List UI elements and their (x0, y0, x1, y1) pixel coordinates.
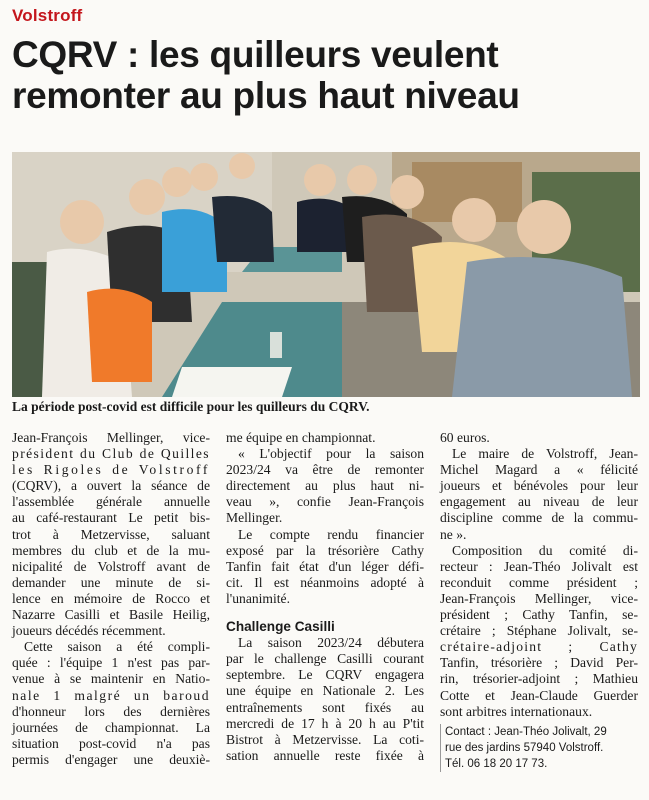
text-line: quée : l'équipe 1 n'est pas par- (12, 655, 210, 671)
text-line: Mellinger. (226, 510, 283, 526)
text-line: une équipe en Nationale 2. Les (226, 683, 424, 699)
headline (12, 34, 642, 116)
text-line: sont arbitres internationaux. (440, 703, 593, 719)
text-line: entraînements sont fixés au (226, 699, 424, 715)
text-line: Le maire de Volstroff, Jean- (452, 446, 638, 462)
text-line: sation annuelle reste fixée à (226, 747, 424, 763)
group-photo (12, 152, 640, 397)
text-line: membres du club et de la mu- (12, 542, 210, 558)
contact-line: Tél. 06 18 20 17 73. (445, 757, 548, 770)
text-line: crétaire ; Stéphane Jolivalt, se- (440, 623, 638, 639)
headline-line: remonter au plus haut niveau (12, 75, 520, 116)
text-line: les Rigoles de Volstroff (12, 462, 210, 478)
subheading: Challenge Casilli (226, 619, 335, 635)
text-line: journées de championnat. La (12, 719, 210, 735)
text-line: Bistrot à Metzervisse. La coti- (226, 731, 424, 747)
text-line: ne ». (440, 526, 467, 542)
headline-line: CQRV : les quilleurs veulent (12, 34, 499, 75)
text-line: au café-restaurant Le petit bis- (12, 510, 210, 526)
text-line: Jean-François Mellinger, vice- (12, 430, 210, 445)
text-line: l'assemblée générale annuelle (12, 494, 210, 510)
text-line: La saison 2023/24 débutera (238, 635, 424, 651)
text-line: reconduit comme président ; (440, 574, 638, 590)
text-line: président ; Cathy Tanfin, se- (440, 607, 638, 623)
text-line: Michel Magard a « félicité (440, 462, 638, 478)
text-line: Composition du comité di- (452, 542, 638, 558)
text-column-2 (226, 430, 424, 764)
text-line: cit. Il est néanmoins adopté à (226, 574, 424, 590)
text-line: engagement au niveau de leur (440, 494, 638, 510)
text-line: Cotte et Jean-Claude Guerder (440, 687, 638, 703)
text-line: 60 euros. (440, 430, 490, 445)
text-line: « L'objectif pour la saison (238, 446, 424, 462)
text-line: 2023/24 va être de remonter (226, 462, 424, 478)
text-line: veau », confie Jean-François (226, 494, 424, 510)
text-line: situation post-covid n'a pas (12, 735, 210, 751)
text-line: président du Club de Quilles (12, 446, 210, 462)
text-line: demander une minute de si- (12, 574, 210, 590)
text-column-1 (12, 430, 210, 768)
text-line: directement au plus haut ni- (226, 478, 424, 494)
text-line: Tanfin fait état d'un léger défi- (226, 558, 424, 574)
text-line: d'honneur lors des dernières (12, 703, 210, 719)
text-line: discipline comme de la commu- (440, 510, 638, 526)
text-line: trot à Metzervisse, saluant (12, 526, 210, 542)
text-line: crétaire-adjoint ; Cathy (440, 639, 638, 655)
text-line: Jean-François Mellinger, vice- (440, 590, 638, 606)
group-photo-icon (12, 152, 640, 397)
contact-line: Contact : Jean-Théo Jolivalt, 29 (445, 725, 607, 738)
text-line: nale 1 malgré un baroud (12, 687, 210, 703)
text-line: septembre. Le CQRV engagera (226, 667, 424, 683)
text-line: venue à se maintenir en Natio- (12, 671, 210, 687)
text-line: joueurs et bénévoles pour leur (440, 478, 638, 494)
section-kicker: Volstroff (12, 6, 83, 25)
text-line: nicipalité de Volstroff avant de (12, 558, 210, 574)
text-line: recteur : Jean-Théo Jolivalt est (440, 558, 638, 574)
text-line: l'unanimité. (226, 590, 290, 606)
text-line: par le challenge Casilli courant (226, 651, 424, 667)
text-line: Tanfin, trésorière ; David Per- (440, 655, 638, 671)
text-line: Le compte rendu financier (238, 526, 424, 542)
contact-line: rue des jardins 57940 Volstroff. (445, 741, 604, 754)
text-line: exposé par la trésorière Cathy (226, 542, 424, 558)
contact-box (440, 724, 638, 772)
text-line: mercredi de 17 h à 20 h au P'tit (226, 715, 424, 731)
text-line: me équipe en championnat. (226, 430, 376, 445)
text-line: joueurs décédés récemment. (12, 623, 166, 639)
text-column-3 (440, 430, 638, 772)
text-line: Cette saison a été compli- (24, 639, 210, 655)
text-line: lence en mémoire de Rocco et (12, 590, 210, 606)
text-line: rin, trésorier-adjoint ; Mathieu (440, 671, 638, 687)
text-line: (CQRV), a ouvert la séance de (12, 478, 210, 494)
text-line: permis d'engager une deuxiè- (12, 751, 210, 767)
photo-caption: La période post-covid est difficile pour les quilleurs du CQRV. (12, 399, 370, 414)
text-line: Nazarre Casilli et Basile Heilig, (12, 607, 210, 623)
